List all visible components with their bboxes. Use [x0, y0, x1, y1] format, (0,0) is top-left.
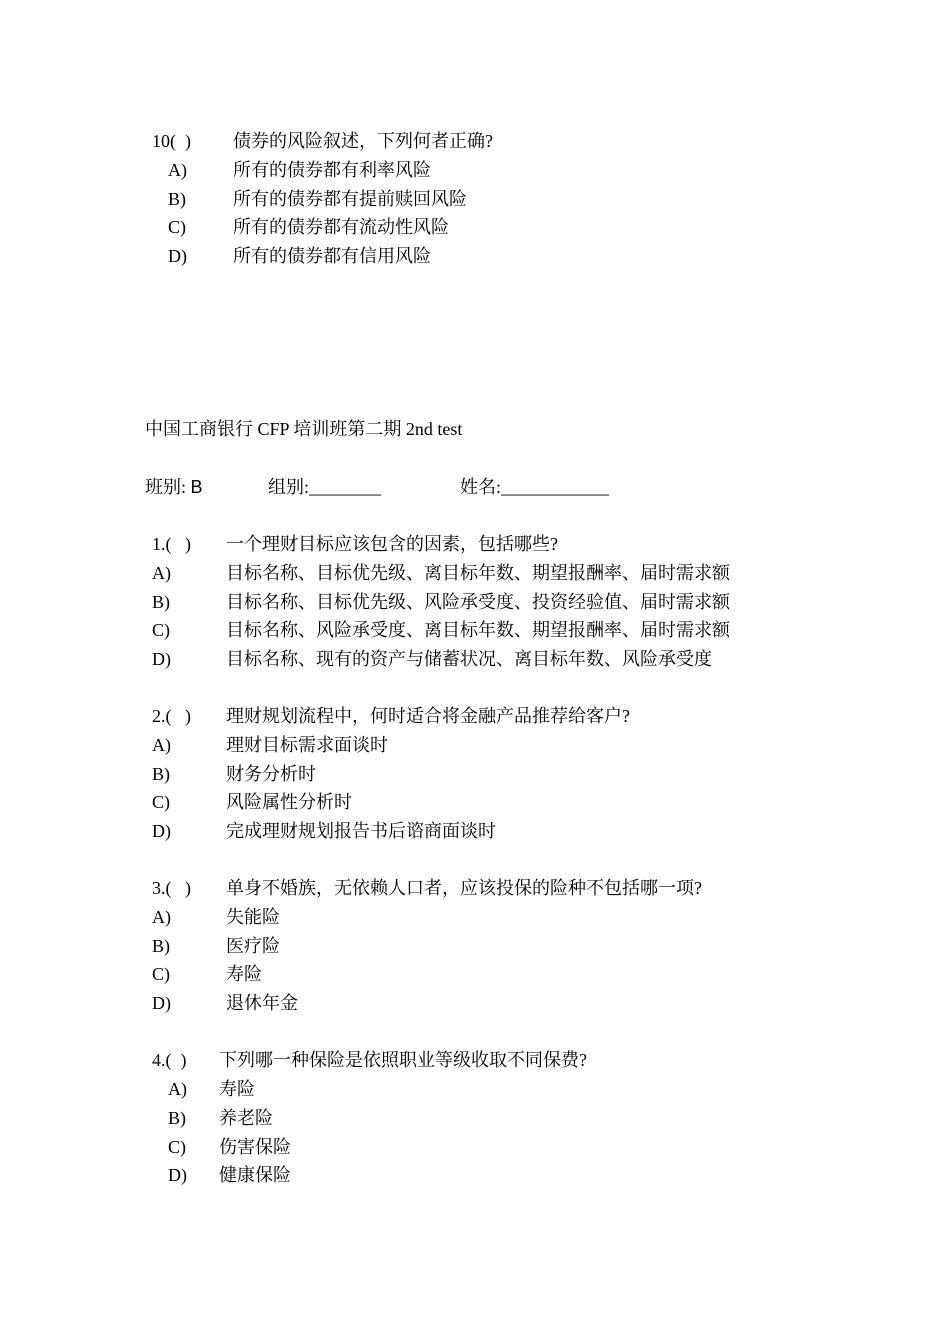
- option-label: C): [152, 964, 170, 984]
- option-text: 所有的债券都有利率风险: [233, 160, 431, 180]
- option-label: A): [152, 735, 171, 755]
- option-label: D): [168, 246, 187, 266]
- question-stem: 债券的风险叙述，下列何者正确?: [233, 131, 493, 151]
- option-label: B): [168, 1108, 186, 1128]
- option-label: C): [152, 620, 170, 640]
- option-label: D): [152, 649, 171, 669]
- option-text: 完成理财规划报告书后谘商面谈时: [226, 821, 496, 841]
- option-text: 养老险: [219, 1108, 273, 1128]
- option-label: D): [152, 993, 171, 1013]
- question-number: 3.( ): [152, 878, 191, 898]
- name-field: 姓名:____________: [460, 477, 610, 497]
- option-label: B): [152, 592, 170, 612]
- option-label: C): [168, 217, 186, 237]
- option-text: 理财目标需求面谈时: [226, 735, 388, 755]
- option-label: B): [168, 189, 186, 209]
- group-field: 组别:________: [268, 477, 382, 497]
- class-label: 班别:: [145, 477, 191, 497]
- option-label: A): [168, 160, 187, 180]
- option-text: 寿险: [226, 964, 262, 984]
- question-number: 10( ): [152, 131, 191, 151]
- option-text: 目标名称、目标优先级、风险承受度、投资经验值、届时需求额: [226, 592, 730, 612]
- option-text: 退休年金: [226, 993, 298, 1013]
- question-number: 1.( ): [152, 534, 191, 554]
- option-text: 所有的债券都有流动性风险: [233, 217, 449, 237]
- option-label: A): [152, 563, 171, 583]
- option-text: 伤害保险: [219, 1137, 291, 1157]
- option-label: A): [168, 1079, 187, 1099]
- option-text: 风险属性分析时: [226, 792, 352, 812]
- option-text: 所有的债券都有信用风险: [233, 246, 431, 266]
- option-label: D): [152, 821, 171, 841]
- option-label: B): [152, 764, 170, 784]
- question-stem: 下列哪一种保险是依照职业等级收取不同保费?: [219, 1050, 587, 1070]
- option-text: 健康保险: [219, 1165, 291, 1185]
- option-text: 所有的债券都有提前赎回风险: [233, 189, 467, 209]
- question-number: 4.( ): [152, 1050, 187, 1070]
- option-text: 目标名称、风险承受度、离目标年数、期望报酬率、届时需求额: [226, 620, 730, 640]
- option-text: 目标名称、目标优先级、离目标年数、期望报酬率、届时需求额: [226, 563, 730, 583]
- question-stem: 一个理财目标应该包含的因素，包括哪些?: [226, 534, 558, 554]
- option-label: D): [168, 1165, 187, 1185]
- option-label: C): [152, 792, 170, 812]
- option-text: 目标名称、现有的资产与储蓄状况、离目标年数、风险承受度: [226, 649, 712, 669]
- test-title: 中国工商银行 CFP 培训班第二期 2nd test: [145, 419, 463, 439]
- option-label: A): [152, 907, 171, 927]
- option-text: 寿险: [219, 1079, 255, 1099]
- option-text: 医疗险: [226, 936, 280, 956]
- class-field: [145, 476, 203, 498]
- option-text: 财务分析时: [226, 764, 316, 784]
- question-stem: 单身不婚族，无依赖人口者，应该投保的险种不包括哪一项?: [226, 878, 702, 898]
- option-label: B): [152, 936, 170, 956]
- question-stem: 理财规划流程中，何时适合将金融产品推荐给客户?: [226, 706, 630, 726]
- option-label: C): [168, 1137, 186, 1157]
- class-value: B: [190, 477, 203, 497]
- question-number: 2.( ): [152, 706, 191, 726]
- option-text: 失能险: [226, 907, 280, 927]
